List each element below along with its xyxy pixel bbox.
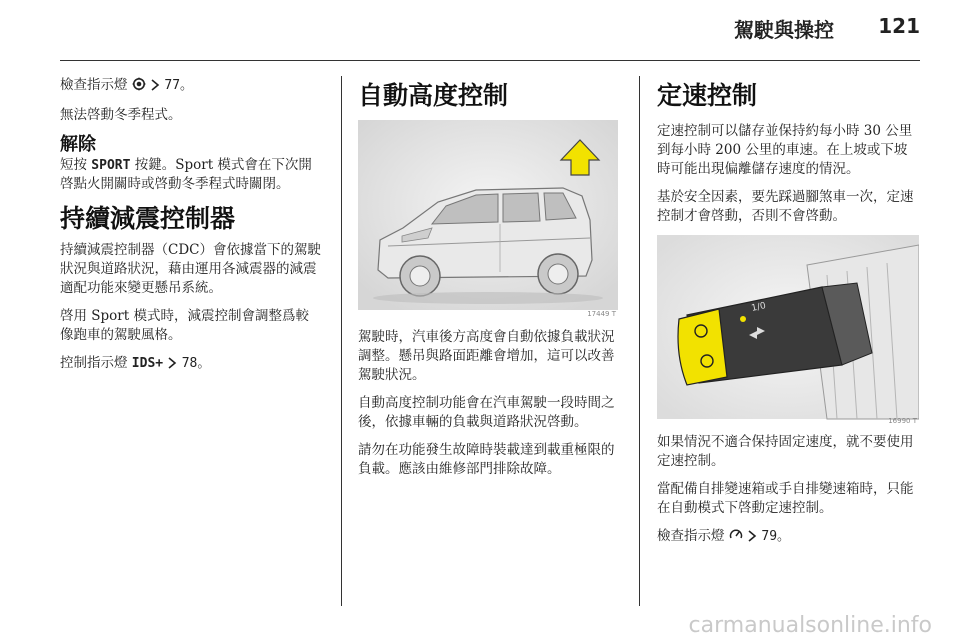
paragraph-winter-program: 無法啓動冬季程式。 [60, 107, 182, 123]
paragraph-check-lamp: 檢查指示燈 77。 [60, 76, 322, 97]
heading-cdc: 持續減震控制器 [60, 204, 236, 233]
ids-plus-label: IDS+ [131, 356, 164, 371]
column-divider-1 [341, 76, 342, 606]
heading-reset: 解除 [60, 134, 96, 155]
paragraph-auto-level-3: 請勿在功能發生故障時裝載達到載重極限的負載。應該由維修部門排除故障。 [358, 442, 615, 477]
paragraph-auto-level-1: 駕駛時，汽車後方高度會自動依據負載狀況調整。懸吊與路面距離會增加，這可以改善駕駛狀況。 [358, 329, 615, 383]
column-2 [358, 76, 618, 488]
lever-svg [657, 235, 919, 427]
paragraph-reset: 短按 SPORT 按鍵。Sport 模式會在下次開啓點火開關時或啓動冬季程式時關閉。 [60, 157, 312, 192]
paragraph-cdc: 持續減震控制器（CDC）會依據當下的駕駛狀況與道路狀況，藉由運用各減震器的減震適配功能來變更懸吊系統。 [60, 242, 321, 296]
arrow-reference-icon [150, 78, 160, 97]
paragraph-control-lamp: 控制指示燈 IDS+ 78。 [60, 354, 322, 375]
figure-code: 16990 T [888, 417, 917, 425]
paragraph-sport-mode: 啓用 Sport 模式時，減震控制會調整爲較像跑車的駕駛風格。 [60, 308, 309, 343]
paragraph-cruise-3: 如果情況不適合保持固定速度，就不要使用定速控制。 [657, 434, 914, 469]
cruise-control-icon [729, 528, 743, 548]
paragraph-cruise-4: 當配備自排變速箱或手自排變速箱時，只能在自動模式下啓動定速控制。 [657, 481, 914, 516]
page-header [60, 0, 920, 61]
svg-text:1/0: 1/0 [750, 301, 767, 314]
figure-code: 17449 T [587, 310, 616, 318]
chapter-title: 駕駛與操控 [734, 18, 834, 42]
arrow-reference-icon [167, 356, 177, 375]
sport-button-label: SPORT [91, 158, 131, 173]
arrow-reference-icon [747, 529, 757, 548]
column-1 [60, 76, 322, 384]
column-3 [657, 76, 919, 557]
car-svg [358, 120, 618, 320]
cruise-lever-illustration [657, 235, 919, 427]
paragraph-cruise-2: 基於安全因素，要先踩過腳煞車一次，定速控制才會啓動，否則不會啓動。 [657, 189, 914, 224]
paragraph-auto-level-2: 自動高度控制功能會在汽車駕駛一段時間之後，依據車輛的負載與道路狀況啓動。 [358, 395, 615, 430]
heading-auto-level: 自動高度控制 [358, 81, 509, 110]
paragraph-cruise-1: 定速控制可以儲存並保持約每小時 30 公里到每小時 200 公里的車速。在上坡或下坡時可能出現偏離儲存速度的情況。 [657, 123, 913, 177]
column-divider-2 [639, 76, 640, 606]
car-height-illustration [358, 120, 618, 320]
paragraph-cruise-check: 檢查指示燈 79。 [657, 527, 919, 548]
watermark: carmanualsonline.info [688, 613, 932, 638]
warning-gear-icon [132, 77, 146, 97]
heading-cruise-control: 定速控制 [657, 81, 758, 110]
page-number: 121 [878, 14, 920, 38]
